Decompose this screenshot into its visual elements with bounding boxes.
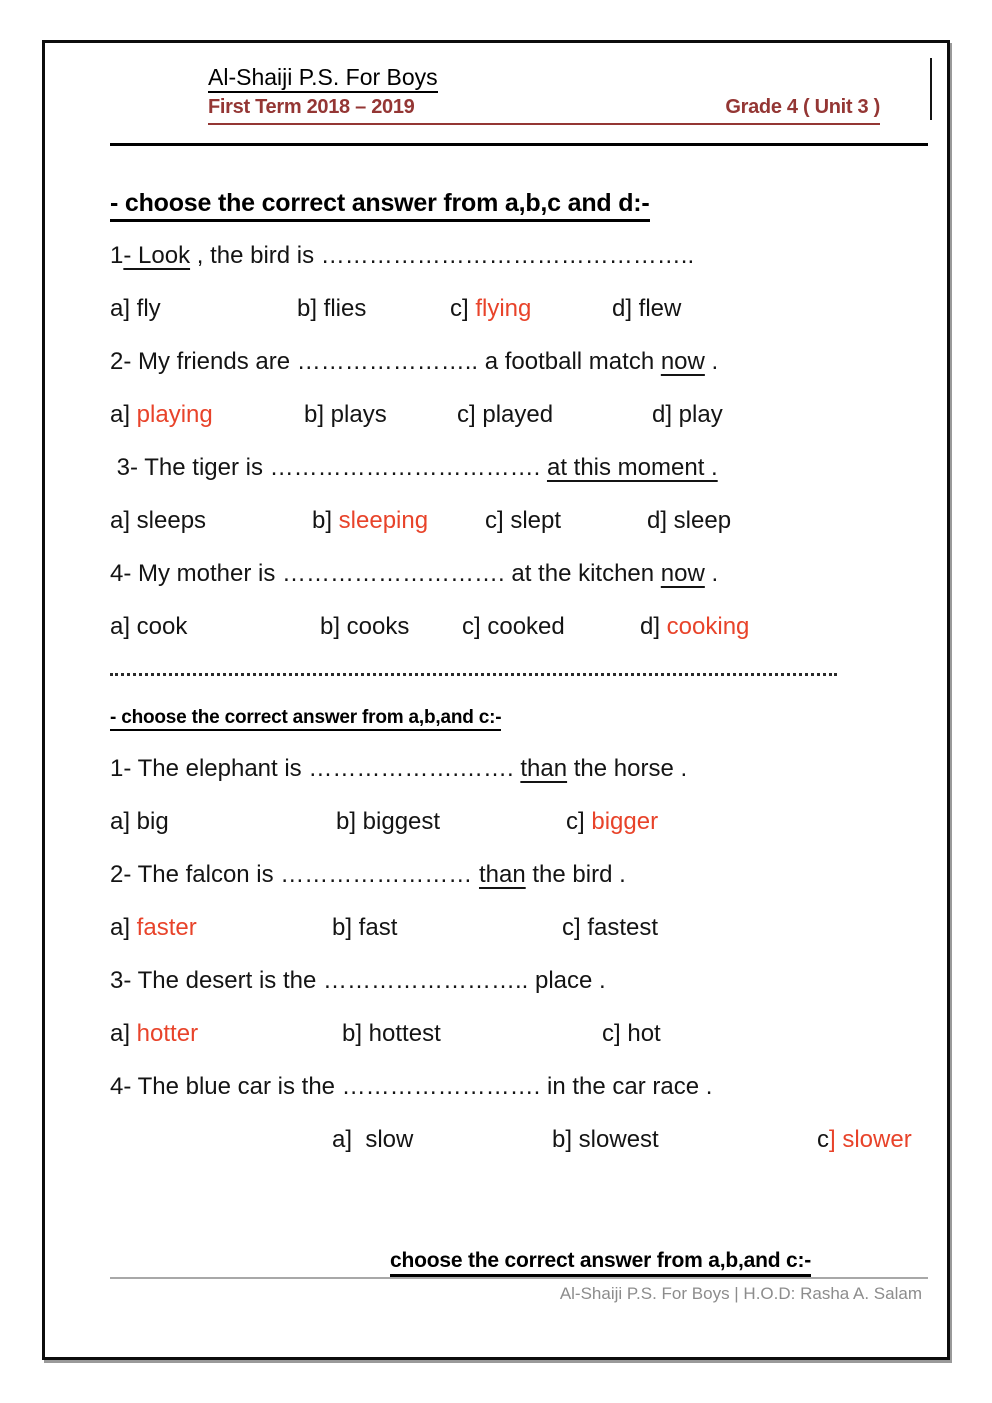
question-3-underlined: at this moment . [546,453,718,481]
option-c-letter: c] [602,1019,621,1047]
option-b-letter: b] [297,294,318,322]
question-4-text [110,560,718,588]
question-3 [110,441,947,494]
option-a [110,507,312,535]
question-2-text [110,861,626,889]
option-d-letter: d] [640,612,661,640]
option-b-text: plays [324,400,387,428]
option-b-letter: b] [342,1019,363,1047]
option-b-text: cooks [340,612,410,640]
option-c [602,1020,661,1048]
option-c-letter: c] [457,400,476,428]
option-d [612,295,681,323]
option-b [552,1126,817,1154]
option-b-letter: b] [320,612,341,640]
option-b [297,295,450,323]
option-a-letter: a] [110,807,131,835]
option-b [332,914,562,942]
option-c-letter: c] [566,807,585,835]
option-a [110,1020,342,1048]
option-b [336,808,566,836]
option-c [462,613,640,641]
option-c [817,1126,912,1154]
question-1-post: the horse . [567,754,688,782]
option-c-text: ] slower [829,1125,912,1153]
option-d-text: cooking [660,612,750,640]
footer-credit: Al-Shaiji P.S. For Boys | H.O.D: Rasha A. Salam [559,1284,922,1303]
option-b-letter: b] [304,400,325,428]
option-d-text: sleep [667,506,732,534]
question-2 [110,848,947,901]
term-label: First Term 2018 – 2019 [208,96,415,118]
option-b-text: flies [317,294,367,322]
option-d-text: play [672,400,723,428]
option-a-letter: a] [110,506,131,534]
bottom-section-heading [390,1248,947,1274]
question-1-options [110,795,947,848]
question-2-pre: 2- The falcon is …………………… [110,860,479,888]
question-4-pre: 4- The blue car is the ……………………. in the car race . [110,1072,713,1100]
option-c [562,914,658,942]
option-c-letter: c] [485,506,504,534]
question-4 [110,1060,947,1113]
question-2-underlined: than [478,860,526,888]
question-4-options [110,600,947,653]
question-1-underlined: - Look [123,241,191,269]
worksheet-page [42,40,950,1360]
question-2-options [110,901,947,954]
option-a-letter: a] [110,612,131,640]
option-a-letter: a] [110,1019,131,1047]
option-a-text: fly [130,294,161,322]
option-a [110,295,297,323]
option-b [320,613,462,641]
section1-title [110,188,947,219]
option-a-text: hotter [130,1019,199,1047]
option-c-text: hot [620,1019,661,1047]
section1-questions [110,229,947,653]
option-c-text: slept [503,506,562,534]
option-a-letter: a] [110,400,131,428]
header-meta-row [208,92,880,125]
option-b-letter: b] [312,506,333,534]
option-d [647,507,731,535]
option-c-letter: c] [462,612,481,640]
question-1-pre: 1- The elephant is ……………….……. [110,754,521,782]
section1-title-text: - choose the correct answer from a,b,c and d:- [110,189,650,222]
option-c-letter: c [817,1125,829,1153]
option-a-letter: a] [332,1125,353,1153]
option-a [332,1126,552,1154]
option-b-text: sleeping [332,506,429,534]
header-rule [110,143,928,146]
option-a [110,914,332,942]
section2-questions [110,742,947,1166]
question-4-underlined: now [660,559,705,587]
option-a-text: playing [130,400,213,428]
section2-title [110,706,947,730]
footer-rule [110,1277,928,1279]
option-c [450,295,612,323]
question-1 [110,742,947,795]
question-4-options [110,1113,947,1166]
option-c-text: played [475,400,554,428]
dotted-divider [110,673,837,676]
option-b-text: slowest [572,1125,659,1153]
question-2-post: the bird . [525,860,626,888]
question-2 [110,335,947,388]
option-b [304,401,457,429]
bottom-section-heading-text: choose the correct answer from a,b,and c:- [390,1249,811,1277]
question-2-options [110,388,947,441]
option-c-text: bigger [584,807,659,835]
option-b [342,1020,602,1048]
option-c [485,507,647,535]
question-1-pre: 1 [110,241,124,269]
option-a-text: sleeps [130,506,207,534]
option-b-text: hottest [362,1019,441,1047]
question-1-underlined: than [520,754,568,782]
question-3 [110,954,947,1007]
question-2-text [110,348,718,376]
option-a-letter: a] [110,294,131,322]
question-2-pre: 2- My friends are ………………….. a football match [110,347,661,375]
question-3-pre: 3- The tiger is ……………………………. [110,453,547,481]
question-2-underlined: now [660,347,705,375]
question-3-text [110,454,718,482]
header [45,43,947,125]
question-4 [110,547,947,600]
question-1-text [110,755,687,783]
grade-label: Grade 4 ( Unit 3 ) [725,96,880,118]
header-divider-line [930,58,932,120]
option-a-text: faster [130,913,197,941]
option-d-letter: d] [652,400,673,428]
option-d-letter: d] [647,506,668,534]
option-d-letter: d] [612,294,633,322]
option-c-text: fastest [580,913,659,941]
school-name-text: Al-Shaiji P.S. For Boys [208,64,438,93]
option-a [110,401,304,429]
option-a-text: cook [130,612,188,640]
option-b-text: biggest [356,807,441,835]
question-3-options [110,1007,947,1060]
option-c-letter: c] [450,294,469,322]
option-a-text: big [130,807,169,835]
option-a-text: slow [352,1125,414,1153]
section2-title-text: - choose the correct answer from a,b,and c:- [110,707,501,731]
option-c-text: cooked [480,612,565,640]
question-3-options [110,494,947,547]
question-2-post: . [704,347,719,375]
option-d [640,613,749,641]
option-b-letter: b] [336,807,357,835]
option-a-letter: a] [110,913,131,941]
option-b [312,507,485,535]
option-d [652,401,723,429]
question-3-text [110,967,606,995]
option-b-text: fast [352,913,398,941]
option-c-text: flying [468,294,532,322]
option-c [457,401,652,429]
school-name [208,62,947,92]
question-1-options [110,282,947,335]
option-a [110,613,320,641]
option-c [566,808,658,836]
option-b-letter: b] [332,913,353,941]
question-4-post: . [704,559,719,587]
question-4-text [110,1073,712,1101]
option-a [110,808,336,836]
option-c-letter: c] [562,913,581,941]
option-b-letter: b] [552,1125,573,1153]
option-d-text: flew [632,294,682,322]
question-1 [110,229,947,282]
question-1-text [110,242,694,270]
question-4-pre: 4- My mother is ………………………. at the kitchen [110,559,661,587]
question-1-post: , the bird is ……………………………………….. [190,241,695,269]
question-3-pre: 3- The desert is the …………………….. place . [110,966,606,994]
